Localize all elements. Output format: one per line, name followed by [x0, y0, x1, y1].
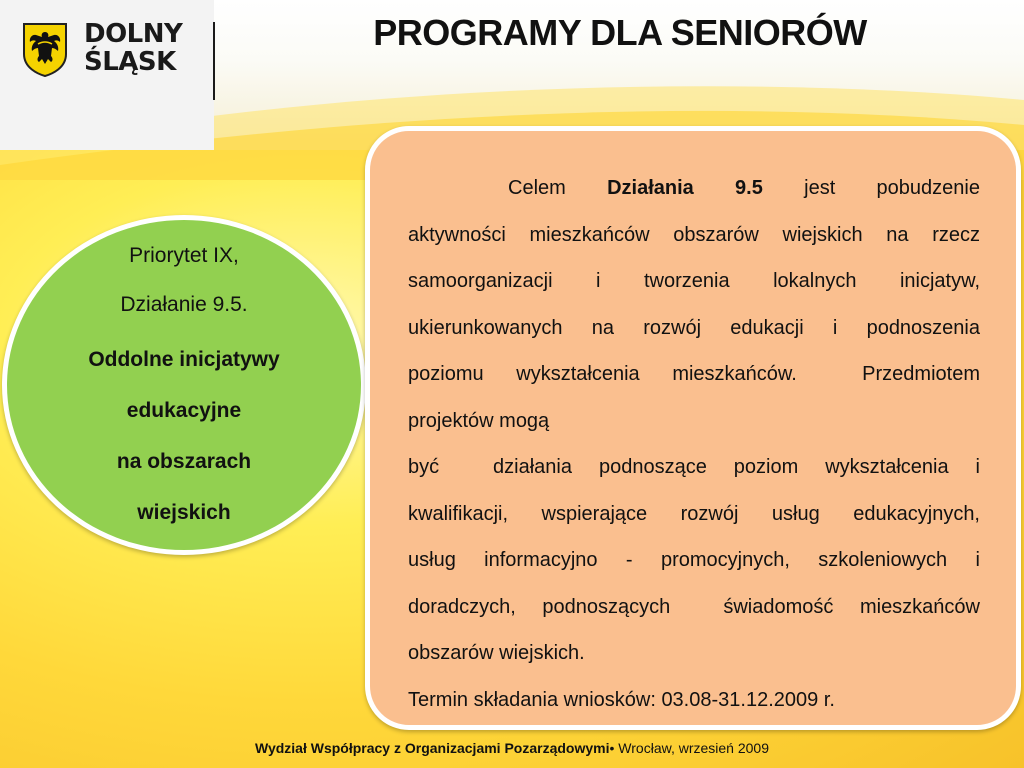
- body-line-4: ukierunkowanych na rozwój edukacji i podnoszenia: [408, 316, 980, 339]
- description-box: [365, 126, 1021, 730]
- circle-title-3: na obszarach: [116, 450, 252, 473]
- body-line-2: aktywności mieszkańców obszarów wiejskich na rzecz: [408, 223, 980, 246]
- body-line-7: być działania podnoszące poziom wykształcenia i: [408, 456, 980, 478]
- circle-action: Działanie 9.5.: [120, 293, 248, 316]
- footer-place-date: Wrocław, wrzesień 2009: [614, 740, 769, 756]
- footer-bullet: •: [609, 740, 615, 756]
- circle-title-4: wiejskich: [137, 501, 231, 524]
- logo-line-1: DOLNY: [84, 19, 183, 49]
- body-line-10: doradczych, podnoszących świadomość mieszkańców: [408, 595, 980, 618]
- body-line-6: projektów mogą: [408, 409, 550, 432]
- body-line-5: poziomu wykształcenia mieszkańców. Przedmiotem: [408, 363, 980, 385]
- footer: [0, 740, 1024, 756]
- body-line-11: obszarów wiejskich.: [408, 642, 585, 664]
- body-celem: Celem: [508, 177, 566, 199]
- logo-divider: [213, 22, 215, 100]
- circle-priority: Priorytet IX,: [129, 244, 239, 267]
- priority-circle: [2, 215, 366, 555]
- logo-wordmark: [84, 20, 182, 76]
- body-pobudzenie: pobudzenie: [876, 177, 980, 199]
- circle-title-2: edukacyjne: [126, 399, 242, 422]
- body-line-3: samoorganizacji i tworzenia lokalnych inicjatyw,: [408, 270, 980, 292]
- page-title: PROGRAMY DLA SENIORÓW: [373, 12, 867, 53]
- circle-title-1: Oddolne inicjatywy: [88, 348, 280, 371]
- logo-line-2: ŚLĄSK: [84, 47, 176, 77]
- deadline-line: Termin składania wniosków: 03.08-31.12.2009 r.: [408, 688, 835, 711]
- body-line-9: usług informacyjno - promocyjnych, szkoleniowych i: [408, 549, 980, 571]
- eagle-shield-icon: [22, 22, 68, 78]
- body-line-8: kwalifikacji, wspierające rozwój usług edukacyjnych,: [408, 502, 980, 525]
- body-action-bold: Działania 9.5: [607, 177, 763, 199]
- body-line-1: [408, 165, 980, 212]
- body-jest: jest: [804, 177, 836, 199]
- logo-panel: [0, 0, 214, 150]
- footer-department: Wydział Współpracy z Organizacjami Pozarządowymi: [254, 740, 610, 756]
